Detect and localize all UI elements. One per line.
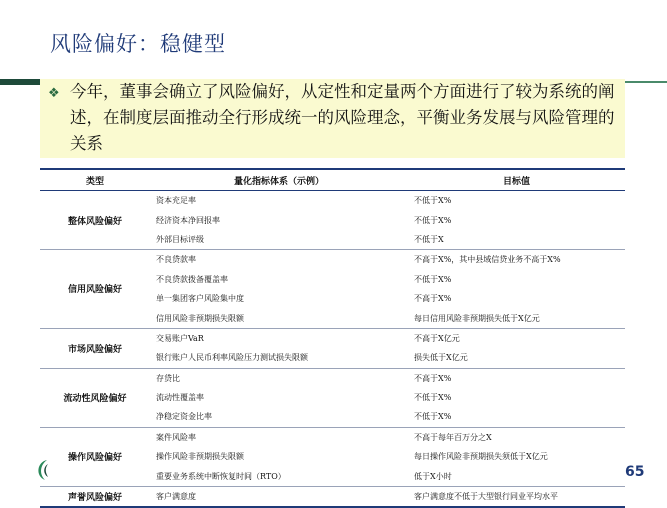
indicator-cell: 信用风险非预期损失限额 [156, 313, 244, 323]
indicator-cell: 案件风险率 [150, 427, 408, 447]
indicator-cell: 经济资本净回报率 [156, 215, 220, 225]
target-cell: 不高于X% [414, 294, 452, 304]
table-row [40, 328, 625, 348]
target-cell: 不低于X% [414, 215, 452, 225]
target-cell: 不低于X% [414, 412, 452, 422]
indicator-cell: 不良贷款率 [150, 250, 408, 270]
indicator-cell: 外部目标评级 [156, 234, 204, 244]
table-body [40, 191, 625, 508]
intro-text: 今年，董事会确立了风险偏好，从定性和定量两个方面进行了较为系统的阐述，在制度层面推动全行形成统一的风险理念，平衡业务发展与风险管理的关系 [70, 82, 615, 153]
target-cell: 客户满意度不低于大型银行同业平均水平 [408, 486, 625, 507]
indicator-cell: 操作风险非预期损失限额 [156, 452, 244, 462]
indicator-cell: 净稳定资金比率 [156, 412, 212, 422]
category-cell: 市场风险偏好 [40, 328, 150, 368]
indicator-cell: 客户满意度 [150, 486, 408, 507]
indicator-cell: 不良贷款拨备覆盖率 [156, 274, 228, 284]
category-cell: 信用风险偏好 [40, 250, 150, 329]
target-cell: 不低于X% [414, 274, 452, 284]
indicator-cell: 存贷比 [150, 368, 408, 388]
header-target: 目标值 [408, 169, 625, 191]
header-indicator: 量化指标体系（示例） [150, 169, 408, 191]
target-cell: 低于X小时 [414, 471, 452, 481]
target-cell: 不高于X% [408, 368, 625, 388]
indicator-cell: 银行账户人民币利率风险压力测试损失限额 [156, 353, 308, 363]
target-cell: 不低于X% [408, 191, 625, 211]
indicator-cell: 单一集团客户风险集中度 [156, 294, 244, 304]
target-cell: 不高于X亿元 [408, 328, 625, 348]
table-row [40, 191, 625, 211]
target-cell: 每日信用风险非预期损失低于X亿元 [414, 313, 540, 323]
header-type: 类型 [40, 169, 150, 191]
target-cell: 不高于X%，其中县域信贷业务不高于X% [408, 250, 625, 270]
table-row [40, 368, 625, 388]
indicator-cell: 资本充足率 [150, 191, 408, 211]
slide-title: 风险偏好：稳健型 [50, 32, 226, 56]
indicator-cell: 重要业务系统中断恢复时间（RTO） [156, 471, 286, 481]
indicator-cell: 流动性覆盖率 [156, 393, 204, 403]
category-cell: 操作风险偏好 [40, 427, 150, 486]
title-bar-accent [0, 79, 40, 85]
table-row [40, 250, 625, 270]
table-row [40, 486, 625, 507]
target-cell: 不低于X [414, 234, 444, 244]
page-number: 65 [625, 464, 645, 480]
table-row [40, 427, 625, 447]
target-cell: 每日操作风险非预期损失须低于X亿元 [414, 452, 548, 462]
category-cell: 流动性风险偏好 [40, 368, 150, 427]
category-cell: 声誉风险偏好 [40, 486, 150, 507]
diamond-bullet-icon: ❖ [48, 86, 60, 101]
category-cell: 整体风险偏好 [40, 191, 150, 250]
target-cell: 损失低于X亿元 [414, 353, 468, 363]
indicator-cell: 交易账户VaR [150, 328, 408, 348]
risk-appetite-table [40, 168, 625, 508]
bank-logo-icon [33, 458, 53, 482]
target-cell: 不低于X% [414, 393, 452, 403]
table-header-row [40, 169, 625, 191]
target-cell: 不高于每年百万分之X [408, 427, 625, 447]
